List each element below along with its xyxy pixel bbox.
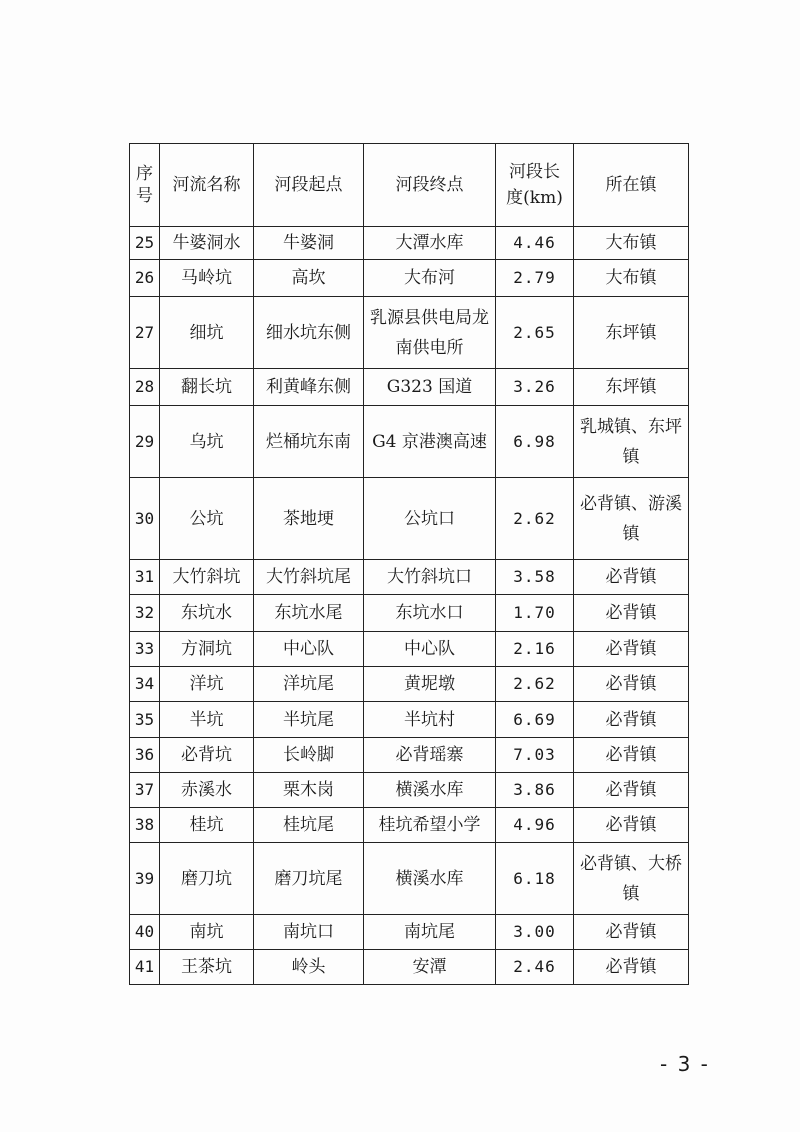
cell-length: 3.26 — [496, 369, 574, 406]
cell-end: 横溪水库 — [364, 843, 496, 915]
table-body — [130, 227, 689, 985]
cell-length: 2.79 — [496, 260, 574, 297]
cell-start: 高坎 — [254, 260, 364, 297]
cell-seq: 31 — [130, 560, 160, 595]
table-row — [130, 950, 689, 985]
cell-end: 安潭 — [364, 950, 496, 985]
cell-length: 2.46 — [496, 950, 574, 985]
cell-length: 4.96 — [496, 808, 574, 843]
cell-start: 东坑水尾 — [254, 595, 364, 632]
cell-start: 大竹斜坑尾 — [254, 560, 364, 595]
cell-length: 2.62 — [496, 667, 574, 702]
cell-start: 细水坑东侧 — [254, 297, 364, 369]
cell-start: 栗木岗 — [254, 773, 364, 808]
cell-length: 2.62 — [496, 478, 574, 560]
cell-end: 公坑口 — [364, 478, 496, 560]
river-table — [129, 143, 689, 985]
table-row — [130, 773, 689, 808]
cell-town: 必背镇 — [574, 773, 689, 808]
cell-end: 乳源县供电局龙南供电所 — [364, 297, 496, 369]
cell-river-name: 方洞坑 — [160, 632, 254, 667]
cell-river-name: 南坑 — [160, 915, 254, 950]
cell-river-name: 乌坑 — [160, 406, 254, 478]
header-length — [496, 144, 574, 227]
cell-seq: 25 — [130, 227, 160, 260]
table-row — [130, 843, 689, 915]
header-seq — [130, 144, 160, 227]
cell-length: 3.58 — [496, 560, 574, 595]
cell-seq: 28 — [130, 369, 160, 406]
cell-start: 中心队 — [254, 632, 364, 667]
cell-start: 茶地埂 — [254, 478, 364, 560]
cell-length: 6.98 — [496, 406, 574, 478]
cell-town: 必背镇、大桥镇 — [574, 843, 689, 915]
cell-river-name: 赤溪水 — [160, 773, 254, 808]
header-start: 河段起点 — [254, 144, 364, 227]
cell-town: 大布镇 — [574, 260, 689, 297]
cell-river-name: 磨刀坑 — [160, 843, 254, 915]
cell-town: 必背镇 — [574, 808, 689, 843]
cell-river-name: 牛婆洞水 — [160, 227, 254, 260]
cell-river-name: 东坑水 — [160, 595, 254, 632]
cell-end: 大布河 — [364, 260, 496, 297]
cell-town: 东坪镇 — [574, 297, 689, 369]
cell-town: 必背镇 — [574, 738, 689, 773]
cell-river-name: 必背坑 — [160, 738, 254, 773]
cell-river-name: 半坑 — [160, 702, 254, 738]
cell-length: 3.00 — [496, 915, 574, 950]
cell-end: 必背瑶寨 — [364, 738, 496, 773]
table-row — [130, 227, 689, 260]
cell-town: 必背镇、游溪镇 — [574, 478, 689, 560]
cell-seq: 36 — [130, 738, 160, 773]
cell-length: 7.03 — [496, 738, 574, 773]
cell-end: 南坑尾 — [364, 915, 496, 950]
cell-length: 4.46 — [496, 227, 574, 260]
cell-seq: 34 — [130, 667, 160, 702]
cell-end: 中心队 — [364, 632, 496, 667]
cell-start: 烂桶坑东南 — [254, 406, 364, 478]
table-row — [130, 667, 689, 702]
cell-river-name: 马岭坑 — [160, 260, 254, 297]
cell-end: 半坑村 — [364, 702, 496, 738]
cell-end: 大竹斜坑口 — [364, 560, 496, 595]
table-header-row — [130, 144, 689, 227]
cell-start: 牛婆洞 — [254, 227, 364, 260]
cell-seq: 37 — [130, 773, 160, 808]
cell-seq: 32 — [130, 595, 160, 632]
table-row — [130, 560, 689, 595]
cell-seq: 35 — [130, 702, 160, 738]
cell-river-name: 王茶坑 — [160, 950, 254, 985]
cell-end: 横溪水库 — [364, 773, 496, 808]
cell-start: 长岭脚 — [254, 738, 364, 773]
cell-start: 南坑口 — [254, 915, 364, 950]
cell-seq: 38 — [130, 808, 160, 843]
cell-length: 2.65 — [496, 297, 574, 369]
header-end: 河段终点 — [364, 144, 496, 227]
cell-seq: 26 — [130, 260, 160, 297]
cell-river-name: 细坑 — [160, 297, 254, 369]
table-row — [130, 632, 689, 667]
cell-start: 桂坑尾 — [254, 808, 364, 843]
cell-seq: 29 — [130, 406, 160, 478]
cell-start: 洋坑尾 — [254, 667, 364, 702]
table-row — [130, 297, 689, 369]
cell-start: 半坑尾 — [254, 702, 364, 738]
cell-start: 岭头 — [254, 950, 364, 985]
cell-seq: 39 — [130, 843, 160, 915]
table-row — [130, 702, 689, 738]
header-town: 所在镇 — [574, 144, 689, 227]
cell-seq: 27 — [130, 297, 160, 369]
cell-town: 必背镇 — [574, 950, 689, 985]
header-seq-line1: 序 — [136, 164, 153, 184]
header-length-line1: 河段长 — [509, 162, 560, 182]
cell-seq: 33 — [130, 632, 160, 667]
page-number: - 3 - — [660, 1052, 710, 1076]
table-row — [130, 808, 689, 843]
cell-town: 必背镇 — [574, 632, 689, 667]
cell-river-name: 翻长坑 — [160, 369, 254, 406]
cell-end: 黄坭墩 — [364, 667, 496, 702]
cell-seq: 41 — [130, 950, 160, 985]
cell-town: 必背镇 — [574, 667, 689, 702]
cell-town: 东坪镇 — [574, 369, 689, 406]
cell-length: 6.69 — [496, 702, 574, 738]
table-row — [130, 260, 689, 297]
table-row — [130, 478, 689, 560]
table-row — [130, 915, 689, 950]
header-length-line2: 度(km) — [506, 188, 563, 208]
cell-end: 大潭水库 — [364, 227, 496, 260]
cell-length: 3.86 — [496, 773, 574, 808]
table-row — [130, 595, 689, 632]
cell-river-name: 洋坑 — [160, 667, 254, 702]
cell-town: 大布镇 — [574, 227, 689, 260]
cell-end: 东坑水口 — [364, 595, 496, 632]
cell-start: 利黄峰东侧 — [254, 369, 364, 406]
cell-river-name: 桂坑 — [160, 808, 254, 843]
cell-river-name: 公坑 — [160, 478, 254, 560]
cell-town: 必背镇 — [574, 595, 689, 632]
cell-seq: 30 — [130, 478, 160, 560]
table-row — [130, 369, 689, 406]
cell-town: 必背镇 — [574, 560, 689, 595]
cell-length: 6.18 — [496, 843, 574, 915]
cell-end: 桂坑希望小学 — [364, 808, 496, 843]
cell-end: G323 国道 — [364, 369, 496, 406]
cell-length: 1.70 — [496, 595, 574, 632]
cell-end: G4 京港澳高速 — [364, 406, 496, 478]
header-river-name: 河流名称 — [160, 144, 254, 227]
cell-start: 磨刀坑尾 — [254, 843, 364, 915]
cell-town: 乳城镇、东坪镇 — [574, 406, 689, 478]
cell-length: 2.16 — [496, 632, 574, 667]
table-row — [130, 738, 689, 773]
cell-seq: 40 — [130, 915, 160, 950]
cell-town: 必背镇 — [574, 915, 689, 950]
cell-river-name: 大竹斜坑 — [160, 560, 254, 595]
header-seq-line2: 号 — [136, 186, 153, 206]
table-row — [130, 406, 689, 478]
cell-town: 必背镇 — [574, 702, 689, 738]
